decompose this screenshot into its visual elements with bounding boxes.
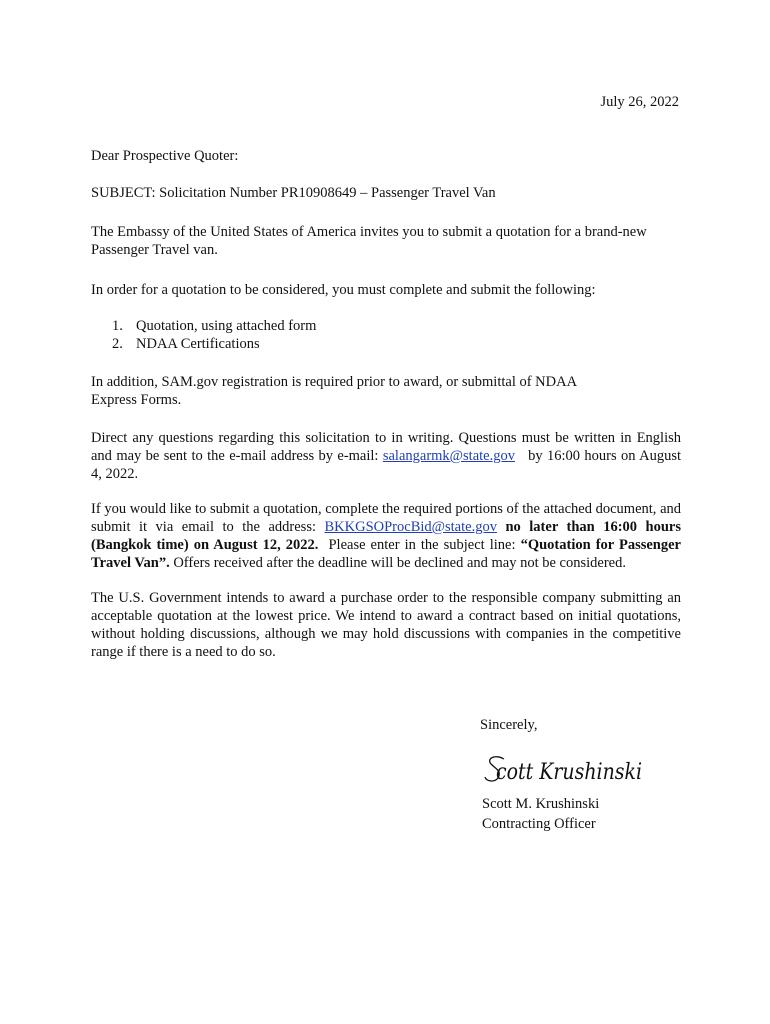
submit-deadline: no later than 16:00 hours (Bangkok time) on August 12, 2022.	[91, 519, 681, 553]
submit-email-link[interactable]: BKKGSOProcBid@state.gov	[324, 519, 497, 535]
subject-line: SUBJECT: Solicitation Number PR10908649 – Passenger Travel Van	[91, 185, 496, 201]
order-paragraph: In order for a quotation to be considered, you must complete and submit the following:	[91, 282, 596, 298]
questions-deadline: by 16:00 hours on August 4, 2022.	[91, 448, 685, 482]
submit-text: If you would like to submit a quotation, complete the required portions of the attached document, and submit it via email to the address:	[91, 501, 681, 535]
list-number: 2.	[112, 336, 123, 352]
closing: Sincerely,	[480, 717, 538, 733]
submit-subject-line: “Quotation for Passenger Travel Van”.	[91, 537, 681, 571]
requirements-list	[112, 317, 316, 353]
list-number: 1.	[112, 318, 123, 334]
invite-paragraph: The Embassy of the United States of America invites you to submit a quotation for a brand-new Passenger Travel van.	[91, 224, 647, 258]
list-item	[112, 317, 316, 335]
submit-paragraph	[91, 500, 681, 572]
questions-email-link[interactable]: salangarmk@state.gov	[382, 448, 515, 464]
list-item	[112, 335, 316, 353]
questions-text: Direct any questions regarding this solicitation to in writing. Questions must be written in English and may be sent to the e-mail address by e-mail:	[91, 430, 681, 464]
signature-block	[482, 794, 599, 834]
sam-paragraph: In addition, SAM.gov registration is required prior to award, or submittal of NDAA Express Forms.	[91, 374, 577, 408]
letter-date: July 26, 2022	[600, 94, 679, 110]
svg-text:cott Krushinski: cott Krushinski	[496, 760, 642, 785]
list-text: Quotation, using attached form	[136, 318, 317, 334]
signature-image	[482, 748, 652, 788]
award-paragraph: The U.S. Government intends to award a purchase order to the responsible company submitting an acceptable quotation at the lowest price. We intend to award a contract based on initial quotations, without holding discussions, although we may hold discussions with companies in the competitive range if there is a need to do so.	[91, 590, 681, 660]
signer-title: Contracting Officer	[482, 816, 596, 832]
signer-name: Scott M. Krushinski	[482, 796, 600, 812]
salutation: Dear Prospective Quoter:	[91, 148, 239, 164]
submit-instruction: Please enter in the subject line:	[318, 537, 521, 553]
list-text: NDAA Certifications	[136, 336, 260, 352]
submit-late-notice: Offers received after the deadline will be declined and may not be considered.	[169, 555, 626, 571]
questions-paragraph	[91, 429, 685, 483]
